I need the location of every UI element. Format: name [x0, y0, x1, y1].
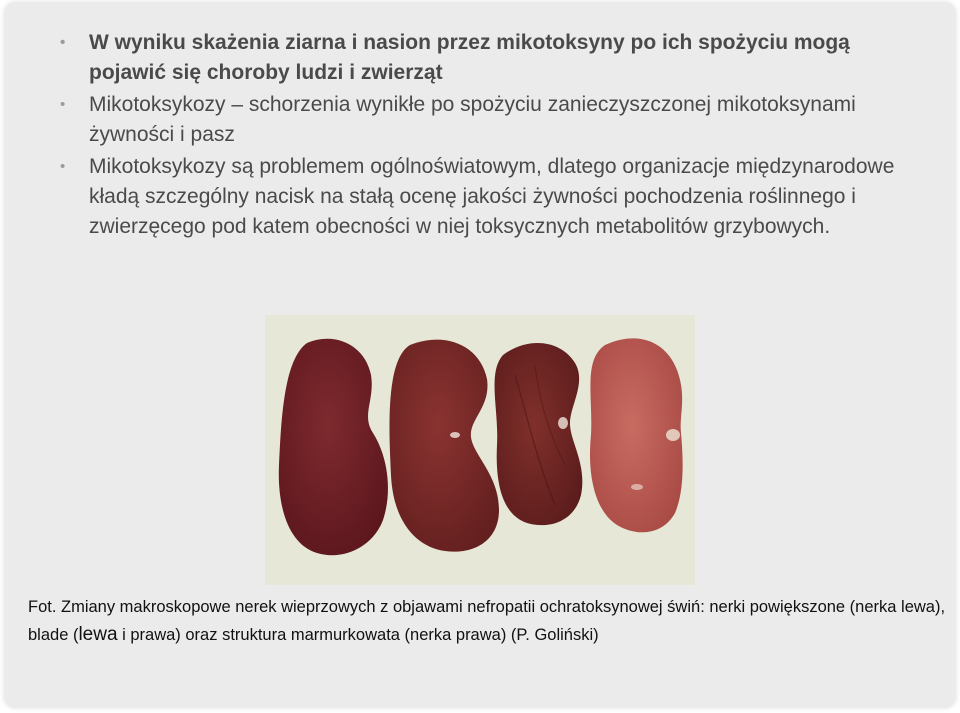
bullet-item	[60, 152, 920, 242]
bullet-list	[60, 28, 920, 244]
kidney-marbled	[495, 343, 583, 525]
bullet-item	[60, 28, 920, 88]
bullet-dot-icon: •	[60, 34, 66, 51]
bullet-text: Mikotoksykozy – schorzenia wynikłe po spożyciu zanieczyszczonej mikotoksynami żywności i pasz	[89, 93, 856, 146]
bullet-dot-icon: •	[60, 96, 66, 113]
bullet-text: W wyniku skażenia ziarna i nasion przez mikotoksyny po ich spożyciu mogą pojawić się choroby ludzi i zwierząt	[89, 31, 850, 84]
caption-emphasis: lewa	[78, 624, 118, 645]
bullet-text: Mikotoksykozy są problemem ogólnoświatowym, dlatego organizacje międzynarodowe kładą szczególny nacisk na stałą ocenę jakości żywności pochodzenia roślinnego i zwierzęcego pod katem obecności w niej toksycznych metabolitów grzybowych.	[89, 155, 895, 238]
bullet-dot-icon: •	[60, 158, 66, 175]
bullet-item	[60, 90, 920, 150]
photo-caption	[28, 593, 948, 649]
caption-text: Fot. Zmiany makroskopowe nerek wieprzowych z objawami nefropatii ochratoksynowej świń: nerki powiększone (nerka lewa), blade (	[28, 598, 946, 644]
kidneys-photo	[265, 315, 695, 585]
caption-text-end: i prawa) oraz struktura marmurkowata (nerka prawa) (P. Goliński)	[117, 626, 599, 644]
